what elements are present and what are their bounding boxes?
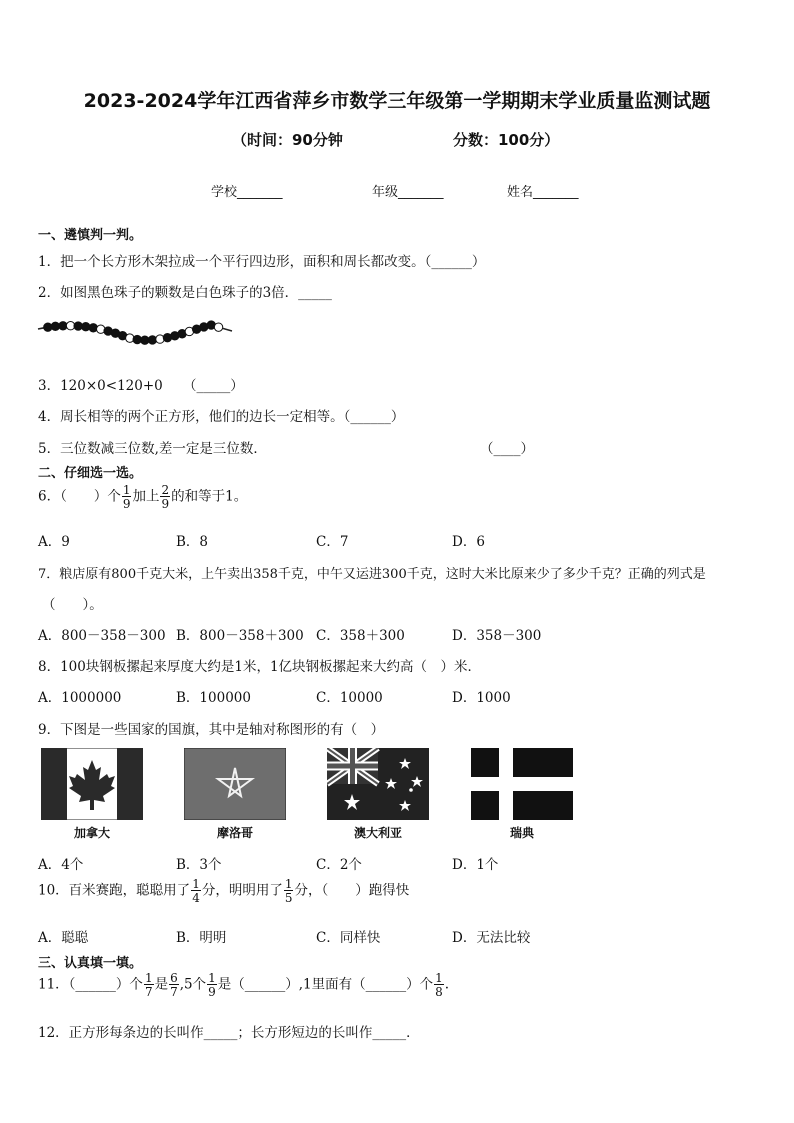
q8-option-a: A．1000000 [38, 690, 122, 706]
subtitle-time: （时间：90分钟 [232, 131, 343, 149]
fraction: $\frac{2}{9}$ [161, 483, 170, 511]
white-bead [214, 323, 222, 331]
question-11: 11．（______）个 $\frac{1}{7}$ 是 $\frac{6}{7}$ ,5个 $\frac{1}{9}$ 是（______）,1里面有（______）个 $\frac{1}{8}$ . [38, 971, 450, 999]
school-field: 学校_______ [211, 185, 283, 200]
section-3-heading: 三、认真填一填。 [38, 956, 143, 971]
q8-option-c: C．10000 [316, 690, 383, 706]
q8-option-d: D．1000 [452, 690, 511, 706]
q6-option-d: D．6 [452, 534, 485, 550]
q9-option-c: C．2个 [316, 857, 362, 873]
question-9: 9．下图是一些国家的国旗，其中是轴对称图形的有（ ） [38, 722, 385, 738]
black-bead [82, 323, 90, 331]
fraction: $\frac{1}{7}$ [144, 971, 153, 999]
q6-option-a: A．9 [38, 534, 70, 550]
name-field: 姓名_______ [507, 185, 579, 200]
fraction: $\frac{6}{7}$ [170, 971, 178, 999]
question-6: 6．（ ）个 $\frac{1}{9}$ 加上 $\frac{2}{9}$ 的和等于1。 [38, 483, 248, 511]
fraction: $\frac{1}{9}$ [122, 483, 131, 511]
question-7-line2: （ ）。 [42, 597, 103, 613]
sweden-flag-image [471, 748, 573, 820]
question-1: 1．把一个长方形木架拉成一个平行四边形，面积和周长都改变。（______） [38, 254, 486, 270]
q9-option-d: D．1个 [452, 857, 499, 873]
fraction: $\frac{1}{8}$ [435, 971, 443, 999]
australia-flag-image [327, 748, 429, 820]
fraction: $\frac{1}{5}$ [284, 877, 293, 905]
bead-string-figure [36, 313, 236, 357]
q10-option-d: D．无法比较 [452, 930, 531, 946]
white-bead [156, 335, 164, 343]
flag-label-australia: 澳大利亚 [353, 826, 402, 840]
flag-label-canada: 加拿大 [73, 826, 110, 840]
flag-label-morocco: 摩洛哥 [216, 826, 253, 840]
q6-option-c: C．7 [316, 534, 349, 550]
question-5: 5．三位数减三位数,差一定是三位数． [38, 441, 267, 457]
q6-option-b: B．8 [176, 534, 209, 550]
section-2-heading: 二、仔细选一选。 [38, 466, 143, 481]
q10-option-a: A．聪聪 [38, 930, 89, 946]
page-title: 2023-2024学年江西省萍乡市数学三年级第一学期期末学业质量监测试题 [83, 90, 711, 112]
morocco-flag-image [184, 748, 286, 820]
q8-option-b: B．100000 [176, 690, 251, 706]
subtitle-score: 分数：100分） [453, 131, 560, 149]
canada-flag-image [41, 748, 143, 820]
fraction: $\frac{1}{4}$ [192, 877, 200, 905]
flag-label-sweden: 瑞典 [509, 826, 534, 840]
question-2: 2．如图黑色珠子的颗数是白色珠子的3倍．_____ [38, 285, 332, 301]
question-7-line1: 7．粮店原有800千克大米，上午卖出358千克，中午又运进300千克，这时大米比原来少了多少千克？正确的列式是 [38, 567, 706, 582]
white-bead [126, 334, 134, 342]
question-12: 12．正方形每条边的长叫作_____；长方形短边的长叫作_____． [38, 1025, 420, 1041]
q9-option-b: B．3个 [176, 857, 222, 873]
q10-option-b: B．明明 [176, 930, 227, 946]
fraction: $\frac{1}{9}$ [208, 971, 216, 999]
question-4: 4．周长相等的两个正方形，他们的边长一定相等。（______） [38, 409, 405, 425]
question-8: 8．100块钢板摞起来厚度大约是1米，1亿块钢板摞起来大约高（ ）米． [38, 659, 482, 675]
q7-option-b: B．800－358＋300 [176, 628, 304, 644]
q10-option-c: C．同样快 [316, 930, 381, 946]
question-3: 3．120×0<120+0 （_____） [38, 378, 244, 394]
question-10: 10．百米赛跑，聪聪用了 $\frac{1}{4}$ 分，明明用了 $\frac{1}{5}$ 分，（ ）跑得快 [38, 877, 410, 905]
section-1-heading: 一、遴慎判一判。 [38, 228, 143, 243]
grade-field: 年级_______ [372, 185, 444, 200]
question-5-blank: （____） [480, 441, 534, 457]
q7-option-c: C．358＋300 [316, 628, 405, 644]
q9-option-a: A．4个 [38, 857, 84, 873]
q7-option-a: A．800－358－300 [38, 628, 166, 644]
black-bead [89, 324, 97, 332]
q7-option-d: D．358－300 [452, 628, 542, 644]
